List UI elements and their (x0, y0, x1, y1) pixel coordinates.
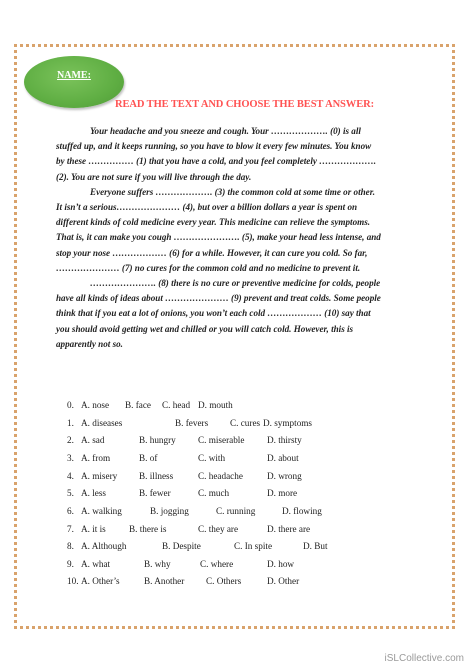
option-a: A. sad (81, 435, 105, 445)
option-a: A. from (81, 453, 111, 463)
option-d: D. mouth (198, 400, 233, 410)
option-a: A. Other’s (81, 576, 120, 586)
question-number: 7. (67, 524, 74, 534)
question-number: 3. (67, 453, 74, 463)
passage-line: It isn’t a serious………………… (4), but over a billion dollars a year is spent on (56, 202, 358, 213)
option-d: D. flowing (282, 506, 322, 516)
question-number: 6. (67, 506, 74, 516)
passage-line: stuffed up, and it keeps running, so you have to blow it every few minutes. You know (56, 141, 372, 152)
option-b: B. of (139, 453, 158, 463)
option-c: C. Others (206, 576, 242, 586)
option-d: D. more (267, 488, 298, 498)
passage-line: ………………… (7) no cures for the common cold and no medicine to prevent it. (56, 262, 361, 273)
option-b: B. jogging (150, 506, 189, 516)
option-d: D. how (267, 559, 295, 569)
passage-line: That is, it can make you cough …………………. (5), make your head less intense, and (56, 232, 381, 243)
passage-line: different kinds of cold medicine every year. This medicine can relieve the symptoms. (56, 217, 371, 228)
passage-line: …………………. (8) there is no cure or preventive medicine for colds, people (90, 278, 381, 289)
option-a: A. misery (81, 471, 118, 481)
option-a: A. what (81, 559, 111, 569)
question-number: 5. (67, 488, 74, 498)
option-c: C. where (200, 559, 234, 569)
option-b: B. fevers (175, 418, 209, 428)
passage-line: you should avoid getting wet and chilled or you will catch cold. However, this is (56, 323, 354, 334)
option-d: D. about (267, 453, 299, 463)
option-b: B. face (125, 400, 152, 410)
option-c: C. cures (230, 418, 261, 428)
option-d: D. there are (267, 524, 311, 534)
passage-line: Your headache and you sneeze and cough. Your ………………. (0) is all (90, 126, 361, 136)
option-d: D. wrong (267, 471, 302, 481)
passage-line: by these …………… (1) that you have a cold, and you feel completely ………………. (56, 156, 377, 167)
option-d: D. Other (267, 576, 300, 586)
question-number: 9. (67, 559, 74, 569)
question-number: 8. (67, 541, 74, 551)
option-d: D. But (303, 541, 328, 551)
option-c: C. much (198, 488, 230, 498)
question-number: 1. (67, 418, 74, 428)
passage-line: have all kinds of ideas about ………………… (9) prevent and treat colds. Some people (56, 293, 381, 304)
option-c: C. In spite (234, 541, 273, 551)
option-b: B. hungry (139, 435, 176, 445)
option-b: B. there is (129, 524, 167, 534)
passage-line: think that if you eat a lot of onions, you won’t each cold ……………… (10) say that (56, 308, 371, 319)
option-c: C. with (198, 453, 226, 463)
name-label: NAME: (57, 70, 91, 81)
option-a: A. it is (81, 524, 106, 534)
option-a: A. less (81, 488, 107, 498)
option-c: C. miserable (198, 435, 245, 445)
option-b: B. Despite (162, 541, 201, 551)
option-b: B. Another (144, 576, 185, 586)
instruction-heading: READ THE TEXT AND CHOOSE THE BEST ANSWER: (115, 99, 374, 110)
passage-line: stop your nose ……………… (6) for a while. However, it can cure you cold. So far, (56, 247, 368, 258)
question-number: 4. (67, 471, 74, 481)
option-a: A. walking (81, 506, 122, 516)
question-number: 2. (67, 435, 74, 445)
option-a: A. Although (81, 541, 127, 551)
option-a: A. diseases (81, 418, 123, 428)
option-b: B. fewer (139, 488, 171, 498)
option-c: C. they are (198, 524, 239, 534)
option-d: D. thirsty (267, 435, 302, 445)
option-d: D. symptoms (263, 418, 313, 428)
option-a: A. nose (81, 400, 110, 410)
question-number: 10. (67, 576, 79, 586)
option-c: C. head (162, 400, 191, 410)
name-badge (24, 56, 124, 108)
passage-line: apparently not so. (56, 338, 123, 349)
reading-passage (56, 124, 428, 352)
site-watermark: iSLCollective.com (384, 653, 464, 664)
passage-line: Everyone suffers ………………. (3) the common cold at some time or other. (90, 186, 376, 197)
passage-line: (2). You are not sure if you will live through the day. (56, 171, 252, 182)
question-number: 0. (67, 400, 74, 410)
option-b: B. illness (139, 471, 174, 481)
option-c: C. running (216, 506, 256, 516)
option-b: B. why (144, 559, 171, 569)
option-c: C. headache (198, 471, 243, 481)
